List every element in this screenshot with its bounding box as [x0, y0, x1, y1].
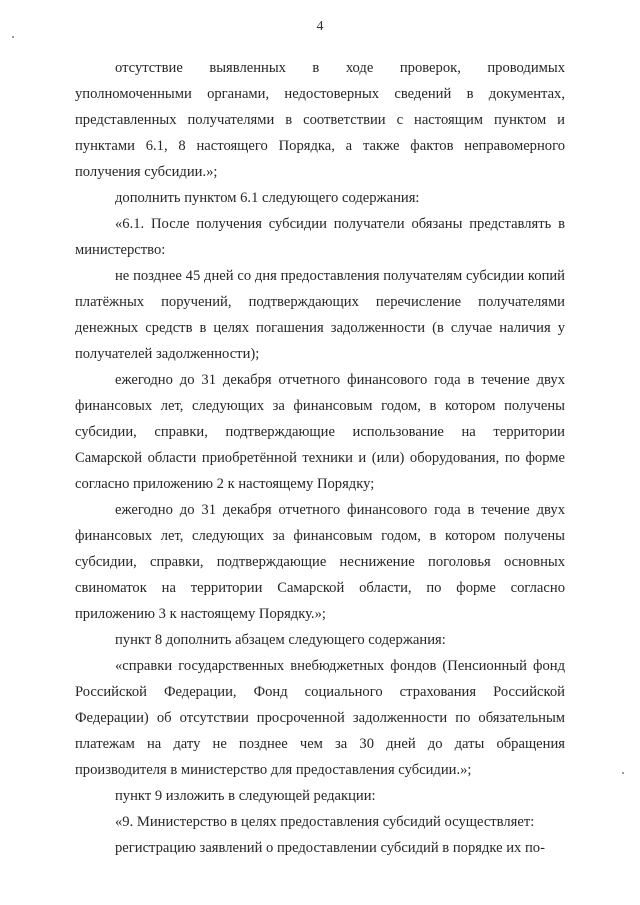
paragraph-2: дополнить пунктом 6.1 следующего содержания: — [115, 190, 420, 206]
paragraph-3: «6.1. После получения субсидии получатели обязаны представлять в министерство: — [75, 216, 565, 258]
paragraph-4: не позднее 45 дней со дня предоставления получателям субсидии копий платёжных поручений, подтверждающих перечисление получателями денежных средств в целях погашения задолженности (в случае наличия у получателей задолженности); — [75, 268, 565, 362]
document-body — [75, 55, 565, 861]
page-number: 4 — [316, 19, 324, 34]
paragraph-6: ежегодно до 31 декабря отчетного финансового года в течение двух финансовых лет, следующих за финансовым годом, в котором получены субсидии, справки, подтверждающие неснижение поголовья основных свиноматок на территории Самарской области, по форме согласно приложению 3 к настоящему Порядку.»; — [75, 502, 565, 622]
scan-speck-right — [622, 772, 624, 774]
paragraph-7: пункт 8 дополнить абзацем следующего содержания: — [115, 632, 446, 648]
paragraph-11: регистрацию заявлений о предоставлении субсидий в порядке их по- — [115, 840, 545, 856]
paragraph-9: пункт 9 изложить в следующей редакции: — [115, 788, 376, 804]
paragraph-10: «9. Министерство в целях предоставления субсидий осуществляет: — [115, 814, 535, 830]
paragraph-5: ежегодно до 31 декабря отчетного финансового года в течение двух финансовых лет, следующих за финансовым годом, в котором получены субсидии, справки, подтверждающие использование на территории Самарской области приобретённой техники и (или) оборудования, по форме согласно приложению 2 к настоящему Порядку; — [75, 372, 565, 492]
paragraph-8: «справки государственных внебюджетных фондов (Пенсионный фонд Российской Федерации, Фонд социального страхования Российской Федерации) об отсутствии просроченной задолженности по обязательным платежам на дату не позднее чем за 30 дней до даты обращения производителя в министерство для предоставления субсидии.»; — [75, 658, 565, 778]
scan-speck-left — [12, 36, 14, 38]
paragraph-1: отсутствие выявленных в ходе проверок, проводимых уполномоченными органами, недостоверных сведений в документах, представленных получателями в соответствии с настоящим пунктом и пунктами 6.1, 8 настоящего Порядка, а также фактов неправомерного получения субсидии.»; — [75, 60, 565, 180]
